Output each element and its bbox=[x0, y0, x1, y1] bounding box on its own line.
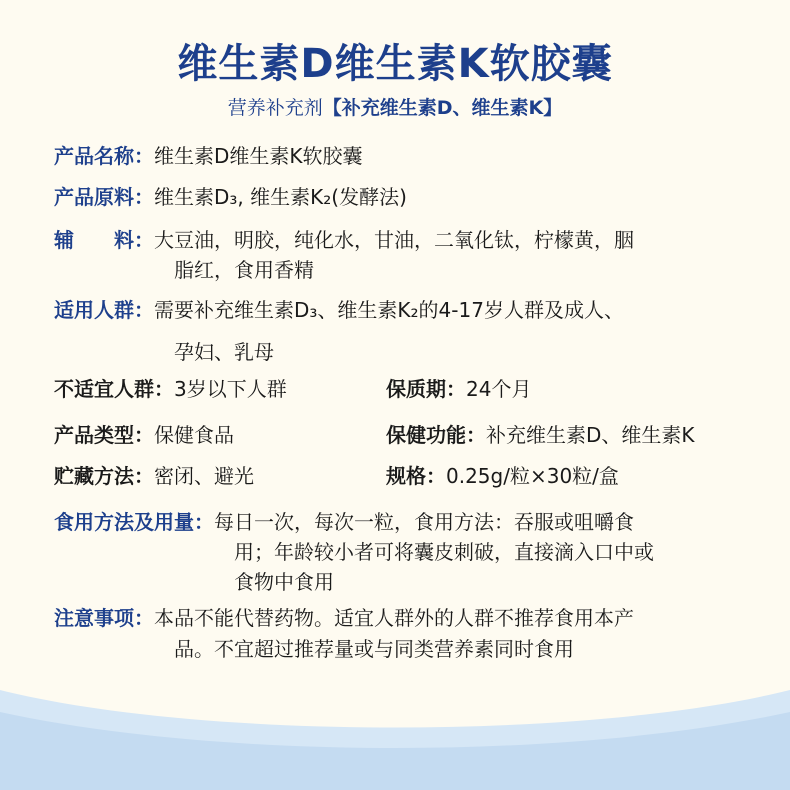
notes-value-line1: 本品不能代替药物。适宜人群外的人群不推荐食用本产 bbox=[154, 606, 634, 630]
subtitle-prefix: 营养补充剂 bbox=[227, 97, 323, 119]
usage-value-line1: 每日一次，每次一粒，食用方法：吞服或咀嚼食 bbox=[214, 510, 634, 534]
excipients-value-line2: 脂红，食用香精 bbox=[174, 258, 314, 282]
storage-value: 密闭、避光 bbox=[154, 464, 254, 488]
usage-value-line3: 食物中食用 bbox=[234, 570, 334, 594]
notes-row bbox=[54, 603, 634, 633]
shelf-life-value: 24个月 bbox=[466, 377, 532, 401]
target-value-line2: 孕妇、乳母 bbox=[174, 340, 274, 364]
function-row bbox=[386, 420, 695, 450]
excipients-label: 辅 料： bbox=[54, 228, 154, 252]
product-name-row bbox=[54, 141, 363, 171]
ingredients-value: 维生素D₃, 维生素K₂(发酵法) bbox=[154, 185, 407, 209]
function-value: 补充维生素D、维生素K bbox=[486, 423, 695, 447]
usage-value-line2: 用；年龄较小者可将囊皮刺破，直接滴入口中或 bbox=[234, 540, 654, 564]
ingredients-label: 产品原料： bbox=[54, 185, 154, 209]
product-name-label: 产品名称： bbox=[54, 144, 154, 168]
product-type-row bbox=[54, 420, 234, 450]
spec-label: 规格： bbox=[386, 464, 446, 488]
notes-value-line2: 品。不宜超过推荐量或与同类营养素同时食用 bbox=[174, 637, 574, 661]
product-name-value: 维生素D维生素K软胶囊 bbox=[154, 144, 363, 168]
spec-value: 0.25g/粒×30粒/盒 bbox=[446, 464, 619, 488]
unsuitable-value: 3岁以下人群 bbox=[174, 377, 287, 401]
shelf-life-row bbox=[386, 374, 531, 404]
page-subtitle bbox=[0, 93, 790, 120]
unsuitable-label: 不适宜人群： bbox=[54, 377, 174, 401]
excipients-value-line1: 大豆油，明胶，纯化水，甘油，二氧化钛，柠檬黄，胭 bbox=[154, 228, 634, 252]
target-value-line1: 需要补充维生素D₃、维生素K₂的4-17岁人群及成人、 bbox=[154, 298, 624, 322]
target-label: 适用人群： bbox=[54, 298, 154, 322]
product-type-label: 产品类型： bbox=[54, 423, 154, 447]
notes-label: 注意事项： bbox=[54, 606, 154, 630]
excipients-row bbox=[54, 225, 634, 255]
spec-row bbox=[386, 461, 619, 491]
ingredients-row bbox=[54, 182, 407, 212]
shelf-life-label: 保质期： bbox=[386, 377, 466, 401]
unsuitable-row bbox=[54, 374, 287, 404]
storage-label: 贮藏方法： bbox=[54, 464, 154, 488]
usage-label: 食用方法及用量： bbox=[54, 510, 214, 534]
page-title: 维生素D维生素K软胶囊 bbox=[177, 41, 613, 87]
target-row bbox=[54, 295, 624, 325]
function-label: 保健功能： bbox=[386, 423, 486, 447]
usage-row bbox=[54, 507, 634, 537]
product-type-value: 保健食品 bbox=[154, 423, 234, 447]
subtitle-tag: 【补充维生素D、维生素K】 bbox=[322, 97, 563, 119]
storage-row bbox=[54, 461, 254, 491]
